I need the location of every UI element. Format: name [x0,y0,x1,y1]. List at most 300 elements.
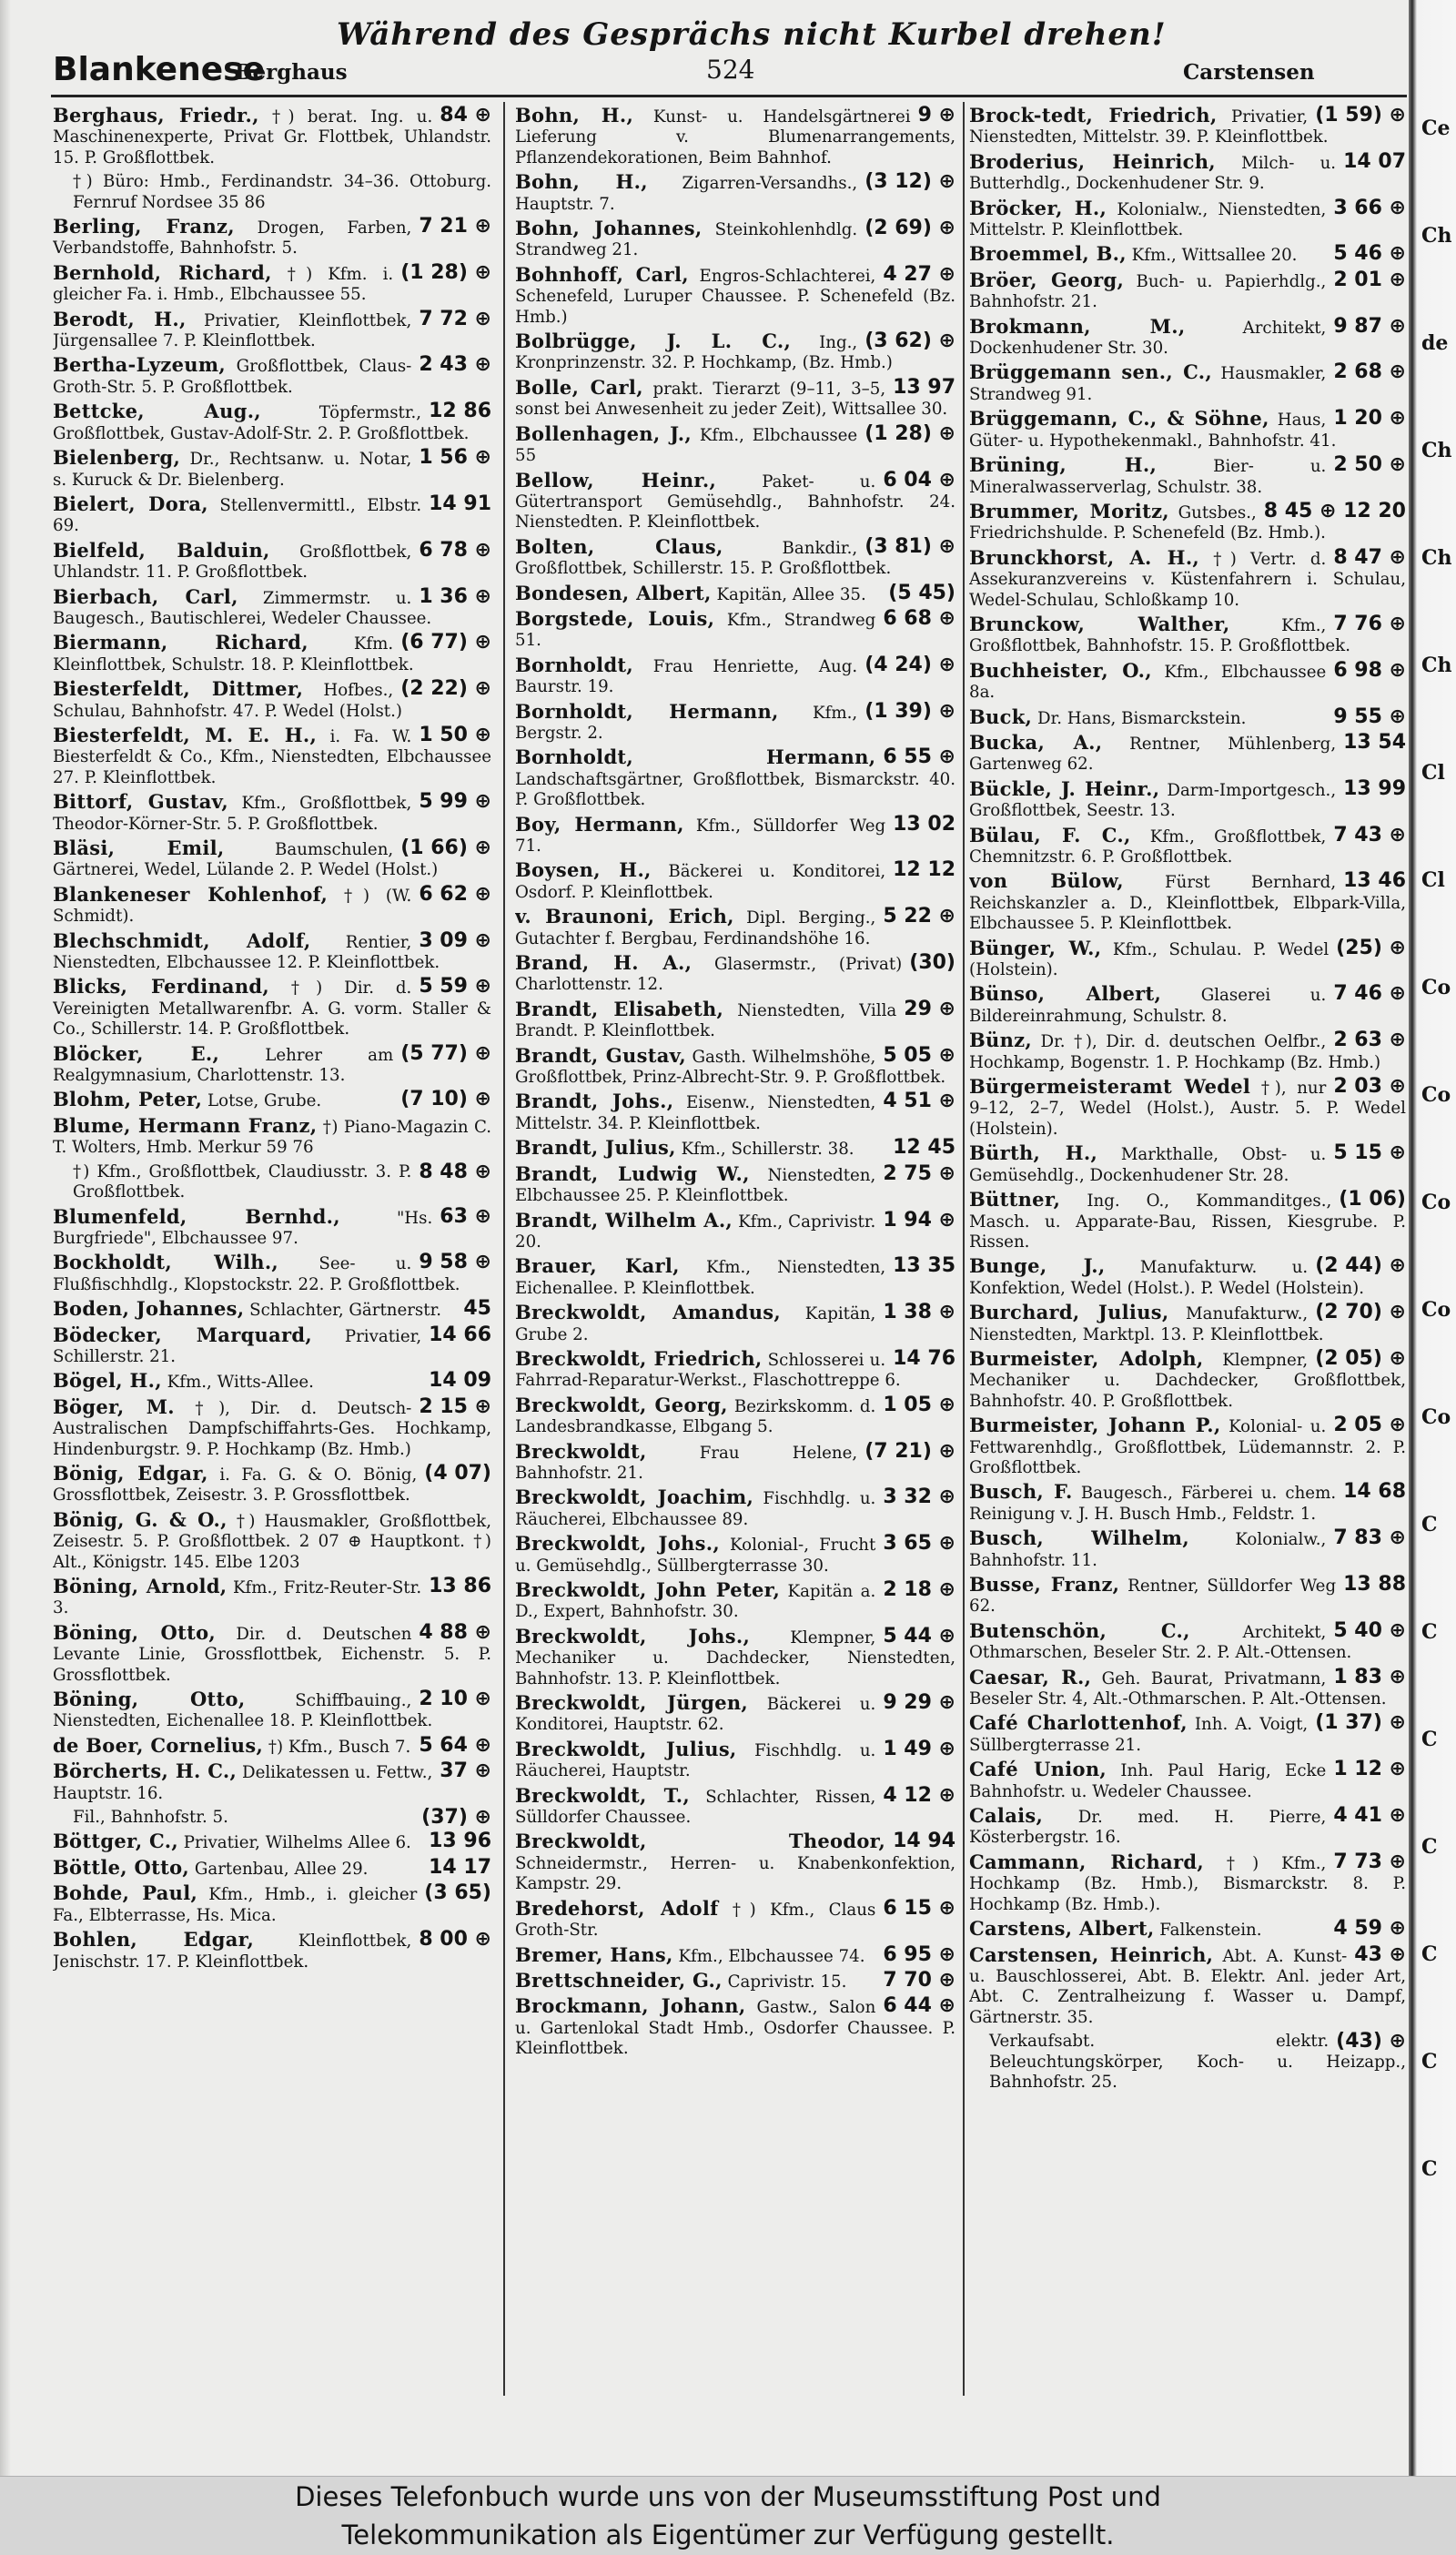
entry-details: Kleinflottbek, Jenischstr. 17. P. Kleinflottbek. [53,1931,412,1972]
entry-name: Bolten, Claus, [515,534,723,558]
directory-entry [53,792,491,835]
directory-entry [515,1896,956,1942]
directory-entry [969,1303,1406,1345]
entry-name: Bornholdt, Hermann, [515,745,876,769]
entry-details: Delikatessen u. Fettw., Hauptstr. 16. [53,1763,433,1803]
entry-phone: 5 40 ⊕ [1333,1618,1406,1642]
directory-entry [969,1665,1406,1710]
entry-details: †) Kfm., Hochkamp (Bz. Hmb.), Bismarckstr. 8. P. Hochkamp (Bz. Hmb.). [969,1853,1406,1914]
directory-entry [515,1439,956,1485]
entry-details: Kapitän, Allee 35. [716,584,866,604]
directory-entry [969,1528,1406,1571]
entry-phone: (2 70) ⊕ [1315,1301,1406,1324]
entry-phone: (1 66) ⊕ [400,836,491,859]
entry-details: Hofbes., Schulau, Bahnhofstr. 47. P. Wedel (Holst.) [53,681,402,721]
entry-details: †) Büro: Hmb., Ferdinandstr. 34–36. Ottoburg. Fernruf Nordsee 35 86 [73,172,491,212]
entry-name: Bönig, Edgar, [53,1461,208,1485]
entry-name: Boden, Johannes, [53,1297,245,1321]
directory-entry [53,1371,491,1393]
directory-entry [515,953,956,996]
entry-details: Manufakturw., Nienstedten, Marktpl. 13. P. Kleinflottbek. [969,1304,1324,1344]
directory-entry [515,699,956,745]
entry-name: Brandt, Ludwig W., [515,1161,750,1185]
directory-entry [515,999,956,1042]
entry-phone: 13 99 [1343,776,1406,800]
entry-name: Blicks, Ferdinand, [53,975,269,999]
edge-fragment: Co [1421,1191,1451,1214]
directory-entry [515,1256,956,1299]
entry-name: v. Braunoni, Erich, [515,905,734,928]
entry-phone: (3 62) ⊕ [864,330,956,353]
entry-name: Bunge, J., [969,1254,1106,1278]
directory-entry [53,928,491,974]
entry-name: Boy, Hermann, [515,812,684,836]
edge-fragment: Ch [1421,654,1452,677]
entry-name: Cammann, Richard, [969,1850,1204,1873]
directory-entry [969,270,1406,313]
entry-details: †) (W. Schmidt). [53,886,412,927]
entry-details: Lotse, Grube. [207,1091,322,1111]
edge-fragment: Ch [1421,224,1452,248]
entry-details: Kfm., Schulau. P. Wedel (Holstein). [969,939,1330,980]
entry-phone: 14 94 [893,1830,956,1853]
entry-phone: 5 44 ⊕ [883,1624,956,1648]
entry-phone: 14 76 [893,1346,956,1370]
entry-name: Breckwoldt, Johs., [515,1624,751,1648]
entry-name: Buchheister, O., [969,658,1152,682]
entry-details: Rentier, Nienstedten, Elbchaussee 12. P. Kleinflottbek. [53,932,440,973]
entry-details: Kfm., Elbchaussee 74. [678,1946,865,1966]
entry-name: Bünger, W., [969,936,1102,959]
entry-name: Broderius, Heinrich, [969,149,1216,173]
entry-name: Börcherts, H. C., [53,1759,238,1783]
directory-entry [515,747,956,810]
entry-phone: (1 06) [1339,1188,1406,1212]
entry-details: Zigarren-Versandhs., Hauptstr. 7. [515,174,858,214]
entry-phone: 2 10 ⊕ [419,1688,491,1711]
entry-details: Bäckerei u. Konditorei, Osdorf. P. Kleinflottbek. [515,862,886,902]
directory-entry [515,1091,956,1134]
directory-entry [53,217,491,259]
entry-phone: 5 59 ⊕ [419,975,491,999]
entry-phone: (43) ⊕ [1336,2030,1406,2053]
entry-details: †) Kfm. i. gleicher Fa. i. Hmb., Elbchaussee 55. [53,264,394,305]
edge-fragment: Co [1421,1083,1451,1107]
directory-entry [969,1759,1406,1802]
entry-name: Bornholdt, [515,653,634,676]
entry-name: Bröer, Georg, [969,268,1125,291]
entry-name: Bohlen, Edgar, [53,1928,255,1952]
directory-entry [515,172,956,215]
entry-name: Bögel, H., [53,1369,162,1393]
entry-details: Bezirkskomm. d. Landesbrandkasse, Elbgang 5. [515,1396,876,1437]
directory-entry [515,468,956,533]
directory-entry [969,658,1406,704]
entry-phone: 4 41 ⊕ [1333,1804,1406,1828]
entry-name: Blume, Hermann Franz, [53,1113,318,1137]
entry-details: Verkaufsabt. elektr. Beleuchtungskörper, Koch- u. Heizapp., Bahnhofstr. 25. [989,2032,1406,2092]
entry-details: Ing. O., Kommanditges., Masch. u. Apparate-Bau, Rissen, Kiesgrube. P. Rissen. [969,1191,1406,1252]
entry-phone: (2 05) ⊕ [1315,1346,1406,1370]
edge-fragment: Ce [1421,117,1451,140]
directory-entry [53,1461,491,1506]
directory-entry [53,1325,491,1368]
directory-entry [53,679,491,722]
directory-entry [515,1043,956,1089]
directory-entry [969,2032,1406,2093]
edge-fragment: C [1421,1513,1438,1536]
directory-entry [969,499,1406,544]
edge-fragment: C [1421,1620,1438,1644]
entry-details: Stellenvermittl., Elbstr. 69. [53,495,422,536]
edge-fragment: Co [1421,1298,1451,1322]
entry-details: Kapitän a. D., Expert, Bahnhofstr. 30. [515,1582,876,1622]
entry-name: Bünz, [969,1029,1033,1052]
directory-entry [515,1968,956,1992]
entry-name: Bohnhoff, Carl, [515,262,689,286]
directory-entry [515,907,956,949]
entry-name: Biesterfeldt, Dittmer, [53,677,304,701]
entry-phone: 8 47 ⊕ [1333,545,1406,569]
entry-details: Dr., Rechtsanw. u. Notar, s. Kuruck & Dr. Bielenberg. [53,450,412,490]
directory-entry [969,545,1406,611]
entry-name: Brand, H. A., [515,951,693,975]
entry-details: Steinkohlenhdlg. Strandweg 21. [515,220,858,260]
entry-name: Bläsi, Emil, [53,836,225,859]
entry-details: Geh. Baurat, Privatmann, Beseler Str. 4, Alt.-Othmarschen. P. Alt.-Ottensen. [969,1668,1387,1709]
entry-name: Brandt, Gustav, [515,1043,687,1067]
directory-entry [53,494,491,537]
entry-name: Bornholdt, Hermann, [515,699,779,723]
entry-phone: 13 46 [1343,869,1406,893]
directory-entry [53,1689,491,1732]
entry-details: Kfm., Hmb., i. gleicher Fa., Elbterrasse, Hs. Mica. [53,1885,418,1925]
entry-details: Bäckerei u. Konditorei, Hauptstr. 62. [515,1695,876,1735]
entry-phone: 6 44 ⊕ [883,1994,956,2018]
entry-name: Berodt, H., [53,307,187,330]
entry-phone: 9 55 ⊕ [1333,705,1406,728]
directory-entry [53,260,491,306]
entry-phone: 8 48 ⊕ [419,1160,491,1183]
entry-name: Böning, Otto, [53,1688,246,1711]
entry-phone: 14 68 [1343,1480,1406,1504]
entry-name: Böning, Arnold, [53,1575,228,1597]
entry-phone: 2 75 ⊕ [883,1161,956,1185]
directory-entry [53,355,491,398]
entry-phone: 7 43 ⊕ [1333,823,1406,847]
entry-name: Butenschön, C., [969,1618,1190,1642]
entry-details: Landschaftsgärtner, Großflottbek, Bismarckstr. 40. P. Großflottbek. [515,769,956,810]
entry-details: Baumschulen, Gärtnerei, Wedel, Lülande 2. P. Wedel (Holst.) [53,840,439,880]
entry-phone: 4 51 ⊕ [883,1090,956,1113]
entry-details: Kfm., Großflottbek, Theodor-Körner-Str. 5. P. Großflottbek. [53,794,412,834]
entry-name: Breckwoldt, Friedrich, [515,1346,763,1370]
entry-name: Blöcker, E., [53,1041,220,1065]
directory-entry [515,1395,956,1438]
entry-details: Gastw., Salon u. Gartenlokal Stadt Hmb., Osdorfer Chaussee. P. Kleinflottbek. [515,1998,956,2059]
entry-details: Baugesch., Färberei u. chem. Reinigung v. J. H. Busch Hmb., Feldstr. 1. [969,1484,1337,1524]
entry-name: Brüning, H., [969,453,1158,477]
entry-name: Bolbrügge, J. L. C., [515,330,792,353]
entry-phone: 7 21 ⊕ [419,215,491,238]
entry-name: Burchard, Julius, [969,1301,1169,1324]
entry-details: Nienstedten, Villa Brandt. P. Kleinflottbek. [515,1000,897,1041]
entry-details: Dr. Hans, Bismarckstein. [1036,708,1247,728]
directory-entry [969,198,1406,241]
entry-name: Bürth, H., [969,1141,1098,1165]
entry-name: Bielfeld, Balduin, [53,538,270,562]
entry-phone: (2 44) ⊕ [1315,1254,1406,1278]
entry-details: Rentner, Mühlenberg, Gartenweg 62. [969,734,1337,775]
directory-entry [969,730,1406,776]
entry-phone: 1 05 ⊕ [883,1393,956,1416]
entry-name: Brauer, Karl, [515,1254,680,1278]
page-number: 524 [706,55,755,85]
entry-details: "Hs. Burgfriede", Elbchaussee 97. [53,1208,433,1248]
column-divider [963,102,965,2396]
entry-name: Brokmann, M., [969,314,1186,338]
entry-name: Breckwoldt, John Peter, [515,1578,781,1601]
entry-details: Privatier, Kleinflottbek, Jürgensallee 7. P. Kleinflottbek. [53,310,412,351]
directory-entry [53,1394,491,1460]
entry-phone: (1 39) ⊕ [864,699,956,723]
edge-fragment: de [1421,331,1449,355]
entry-details: Haus, Güter- u. Hypothekenmakl., Bahnhofstr. 41. [969,411,1337,451]
entry-phone: 2 05 ⊕ [1333,1414,1406,1437]
edge-fragment: Cl [1421,761,1445,785]
column-divider [503,102,505,2396]
entry-name: Bröcker, H., [969,196,1107,219]
directory-entry [515,262,956,328]
entry-details: Töpfermstr., Großflottbek, Gustav-Adolf-Str. 2. P. Großflottbek. [53,403,470,443]
directory-entry [969,1852,1406,1915]
entry-phone: (6 77) ⊕ [400,631,491,654]
entry-phone: 13 86 [429,1575,491,1597]
entry-details: Hausmakler, Strandweg 91. [969,364,1327,404]
directory-entry [969,455,1406,498]
entry-name: Brüggemann sen., C., [969,360,1213,384]
directory-entry [969,1618,1406,1664]
directory-entry [969,984,1406,1027]
entry-name: Blankeneser Kohlenhof, [53,882,329,906]
entry-name: Breckwoldt, T., [515,1783,691,1807]
entry-phone: 7 73 ⊕ [1333,1850,1406,1873]
entry-phone: 1 12 ⊕ [1333,1758,1406,1781]
entry-details: †) Kfm., Großflottbek, Claudiusstr. 3. P. Großflottbek. [73,1161,412,1202]
entry-phone: 13 96 [429,1830,491,1853]
adjacent-page-edge [1409,0,1456,2476]
page-headline: Während des Gesprächs nicht Kurbel drehen! [337,16,1167,53]
entry-name: Brunckhorst, A. H., [969,545,1200,569]
entry-details: Gasth. Wilhelmshöhe, Großflottbek, Prinz-Albrecht-Str. 9. P. Großflottbek. [515,1047,946,1088]
entry-name: Borgstede, Louis, [515,606,715,630]
directory-entry [53,1162,491,1203]
entry-details: Gartenbau, Allee 29. [194,1859,369,1879]
directory-entry [515,375,956,421]
entry-name: Bohn, Johannes, [515,217,703,240]
column-2 [515,106,956,2390]
entry-phone: 2 03 ⊕ [1333,1075,1406,1099]
entry-details: Kfm. Kleinflottbek, Schulstr. 18. P. Kleinflottbek. [53,634,414,674]
page-shadow [0,0,11,2476]
entry-name: Brandt, Elisabeth, [515,997,724,1020]
directory-entry [515,1783,956,1829]
entry-name: Büttner, [969,1188,1061,1212]
entry-phone: 14 07 [1343,149,1406,173]
directory-entry [53,448,491,491]
entry-name: de Boer, Cornelius, [53,1733,264,1757]
directory-entry [969,776,1406,822]
directory-entry [515,583,956,605]
directory-entry [515,1138,956,1160]
footer-notice [0,2476,1456,2555]
entry-phone: (7 21) ⊕ [864,1439,956,1463]
entry-phone: 6 62 ⊕ [419,882,491,906]
entry-name: Breckwoldt, Theodor, [515,1830,886,1853]
entry-name: Burmeister, Adolph, [969,1346,1204,1370]
entry-phone: 12 45 [893,1136,956,1160]
directory-entry [53,1930,491,1972]
directory-entry [515,1580,956,1623]
entry-name: Blechschmidt, Adolf, [53,928,311,952]
footer-line-1: Dieses Telefonbuch wurde uns von der Museumsstiftung Post und [295,2481,1161,2512]
entry-phone: 1 50 ⊕ [419,723,491,746]
directory-entry [53,838,491,881]
entry-name: Busse, Franz, [969,1573,1120,1596]
entry-details: Kfm., Großflottbek, Bahnhofstr. 15. P. Großflottbek. [969,615,1350,656]
entry-name: Brüggemann, C., & Söhne, [969,407,1269,431]
directory-entry [53,1204,491,1250]
directory-entry [53,1507,491,1573]
directory-entry [969,1077,1406,1140]
entry-details: †) Piano-Magazin C. T. Wolters, Hmb. Merkur 59 76 [53,1117,491,1158]
entry-name: Bödecker, Marquard, [53,1323,312,1346]
entry-details: Kfm., Nienstedten, Eichenallee. P. Kleinflottbek. [515,1258,886,1298]
entry-phone: (30) [909,951,956,975]
entry-phone: 5 64 ⊕ [419,1733,491,1757]
entry-phone: 6 98 ⊕ [1333,658,1406,682]
directory-entry [969,362,1406,405]
directory-entry [53,1299,491,1321]
entry-name: Breckwoldt, Joachim, [515,1485,754,1509]
entry-phone: 63 ⊕ [440,1204,491,1228]
entry-details: Dipl. Berging., Gutachter f. Bergbau, Ferdinandshöhe 16. [515,908,876,948]
entry-details: Nienstedten, Elbchaussee 25. P. Kleinflottbek. [515,1165,876,1206]
directory-entry [969,1806,1406,1849]
edge-fragment: C [1421,2157,1438,2181]
entry-phone: (1 37) ⊕ [1315,1711,1406,1735]
directory-entry [969,871,1406,934]
entry-details: Kunst- u. Handelsgärtnerei Lieferung v. Blumenarrangements, Pflanzendekorationen, Beim Bahnhof. [515,107,956,167]
directory-entry [969,614,1406,657]
entry-phone: 13 88 [1343,1573,1406,1596]
entry-name: Bockholdt, Wilh., [53,1251,279,1274]
entry-phone: 12 86 [429,400,491,423]
entry-details: Privatier, Schillerstr. 21. [53,1326,422,1366]
entry-details: See- u. Flußfischhdlg., Klopstockstr. 22. P. Großflottbek. [53,1254,460,1294]
entry-phone: 2 01 ⊕ [1333,268,1406,291]
directory-entry [969,409,1406,451]
directory-entry [969,244,1406,266]
entry-details: Schiffbauing., Nienstedten, Eichenallee 18. P. Kleinflottbek. [53,1691,433,1731]
entry-name: Blumenfeld, Bernhd., [53,1204,340,1228]
entry-phone: 7 70 ⊕ [883,1968,956,1992]
directory-entry [53,1577,491,1619]
entry-name: Bolle, Carl, [515,375,643,399]
directory-entry [515,606,956,652]
entry-details: Großflottbek, Uhlandstr. 11. P. Großflottbek. [53,542,412,583]
entry-details: Kfm., Strandweg 51. [515,610,876,651]
entry-details: Bier- u. Mineralwasserverlag, Schulstr. 38. [969,457,1327,497]
entry-name: Caesar, R., [969,1665,1092,1688]
entry-details: Kfm., Wittsallee 20. [1131,246,1298,266]
directory-entry [515,1739,956,1782]
entry-details: Privatier, Nienstedten, Mittelstr. 39. P. Kleinflottbek. [969,107,1329,147]
directory-entry [969,1030,1406,1073]
entry-details: Schneidermstr., Herren- u. Knabenkonfektion, Kampstr. 29. [515,1853,956,1894]
directory-entry [53,309,491,352]
entry-phone: 14 17 [429,1855,491,1879]
entry-name: Bünso, Albert, [969,982,1162,1006]
entry-name: Bielenberg, [53,446,181,470]
entry-name: Busch, F. [969,1480,1073,1504]
directory-entry [515,1161,956,1207]
entry-name: Breckwoldt, Amandus, [515,1301,782,1324]
entry-phone: 6 55 ⊕ [883,745,956,769]
entry-phone: 14 91 [429,492,491,515]
entry-phone: 1 36 ⊕ [419,584,491,608]
directory-entry [53,1883,491,1926]
entry-phone: 13 54 [1343,730,1406,754]
entry-phone: 5 05 ⊕ [883,1043,956,1067]
entry-name: Breckwoldt, [515,1439,647,1463]
entry-name: von Bülow, [969,869,1124,893]
entry-name: Brock-tedt, Friedrich, [969,106,1218,127]
directory-entry [515,534,956,580]
entry-details: †) berat. Ing. u. Maschinenexperte, Privat Gr. Flottbek, Uhlandstr. 15. P. Großflottbek. [53,107,491,167]
entry-details: Bankdir., Großflottbek, Schillerstr. 15. P. Großflottbek. [515,538,892,579]
entry-details: Kfm., Bergstr. 2. [515,703,858,743]
entry-phone: 1 20 ⊕ [1333,407,1406,431]
directory-entry [53,401,491,444]
edge-fragment: Ch [1421,439,1452,462]
entry-phone: 13 35 [893,1254,956,1278]
entry-name: Brandt, Wilhelm A., [515,1208,733,1232]
entry-name: Bremer, Hans, [515,1942,673,1966]
entry-details: Kfm., Caprivistr. 20. [515,1212,876,1252]
directory-entry [969,1482,1406,1525]
directory-entry [515,331,956,374]
edge-fragment: C [1421,1728,1438,1751]
entry-phone: 1 38 ⊕ [883,1301,956,1324]
directory-entry [969,707,1406,729]
entry-details: Inh. A. Voigt, Süllbergterrasse 21. [969,1715,1309,1755]
entry-details: Fischhdlg. u. Räucherei, Hauptstr. [515,1740,876,1781]
entry-phone: 14 09 [429,1369,491,1393]
entry-details: †) Hausmakler, Großflottbek, Zeisestr. 5. P. Großflottbek. 2 07 ⊕ Hauptkont. †) Alt., Königstr. 145. Elbe 1203 [53,1511,491,1572]
entry-name: Bertha-Lyzeum, [53,353,226,377]
entry-details: Fürst Bernhard, Reichskanzler a. D., Kleinflottbek, Elbpark-Villa, Elbchaussee 5. P. Kleinflottbek. [969,873,1406,934]
header-last-entry: Carstensen [1183,60,1315,85]
header-first-entry: Berghaus [235,60,348,85]
directory-entry [53,1761,491,1804]
entry-phone: 7 76 ⊕ [1333,612,1406,635]
directory-entry [53,1733,491,1758]
directory-entry [969,149,1406,195]
entry-name: Biermann, Richard, [53,631,308,654]
entry-details: Kolonial- u. Fettwarenhdlg., Großflottbek, Lüdemannstr. 2. P. Großflottbek. [969,1417,1406,1477]
directory-entry [515,1693,956,1736]
